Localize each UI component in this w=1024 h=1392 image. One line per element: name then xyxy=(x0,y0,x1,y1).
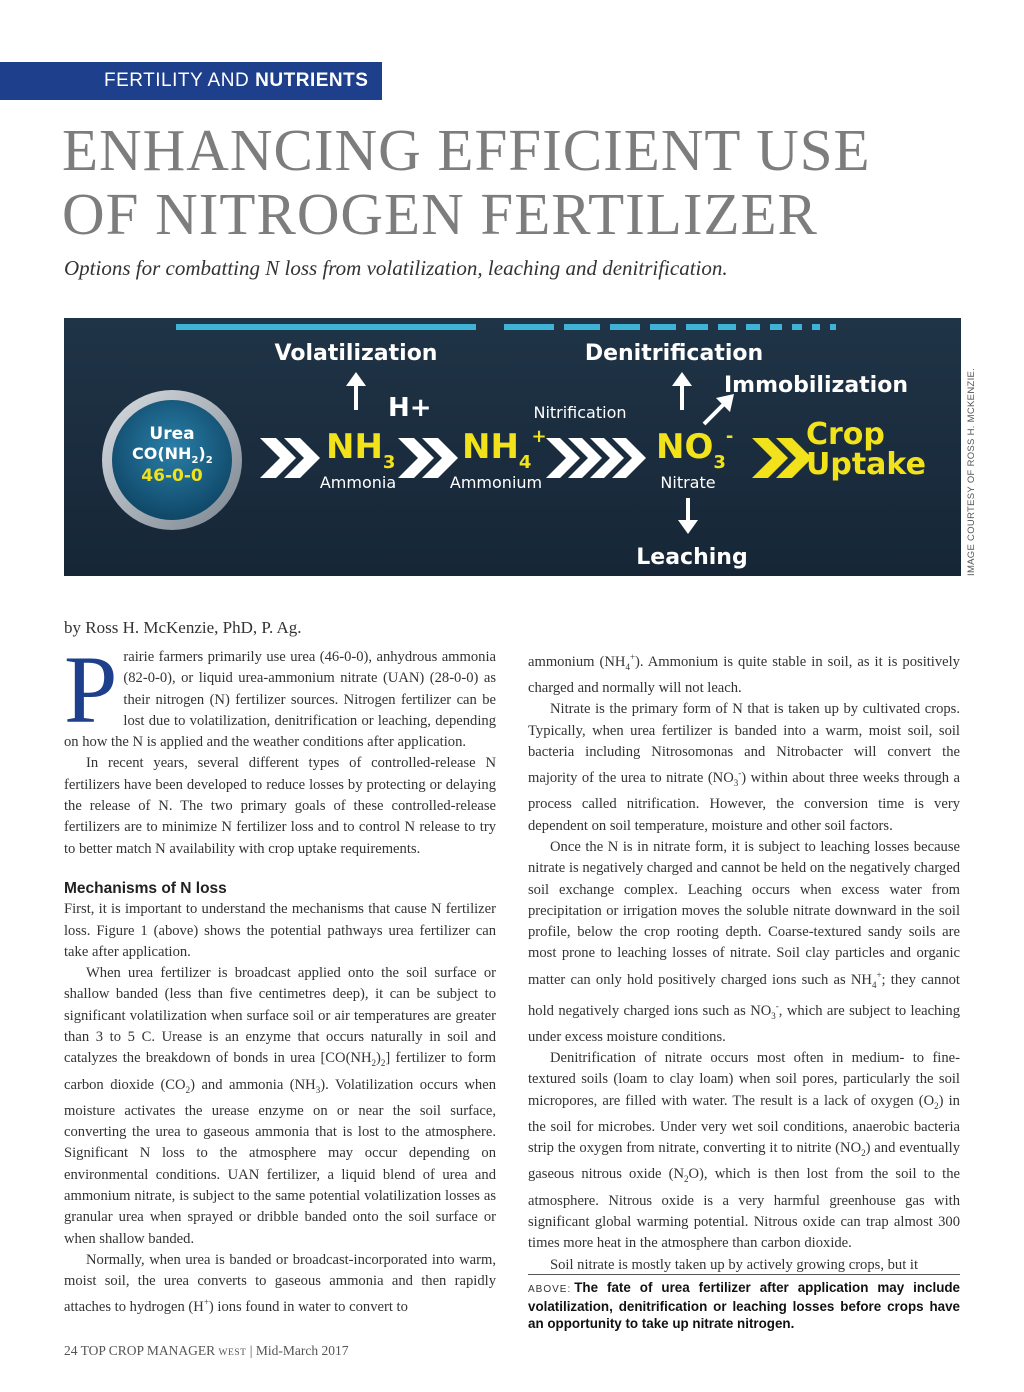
caption-label: ABOVE: xyxy=(528,1284,572,1295)
crop-label: Crop xyxy=(806,417,885,452)
paragraph: In recent years, several different types of controlled-release N fertilizers have been developed to reduce losses by protecting or delaying the release of N. The two primary goals of these controlled-release fertilizers are to minimize N fertilizer loss and to control N release to try to better match N availability with crop uptake requirements. xyxy=(64,755,496,857)
nitrate-formula: $NO_3^-$ xyxy=(656,426,734,473)
chevrons-ammonium-to-nitrate xyxy=(546,438,646,478)
publication-name: TOP CROP MANAGER xyxy=(80,1343,216,1358)
denitrification-label: Denitrification xyxy=(584,341,764,366)
paragraph: First, it is important to understand the mechanisms that cause N fertilizer loss. Figure 1 (above) shows the potential pathways urea fertilizer can take after application. xyxy=(64,901,496,960)
chevrons-nitrate-to-crop xyxy=(752,438,812,478)
decorative-bars xyxy=(176,324,836,330)
ammonia-formula: $NH_3$ xyxy=(326,427,396,473)
paragraph: Normally, when urea is banded or broadcast-incorporated into warm, moist soil, the urea converts to gaseous ammonia and then rapidly attaches to hydrogen (H+) ions found in water to convert to xyxy=(64,1251,496,1316)
nitrification-label: Nitrification xyxy=(533,403,627,422)
paragraph: ammonium $(NH_4^+)$. Ammonium is quite stable in soil, as it is positively charged and normally will not leach. xyxy=(528,652,960,697)
volatilization-label: Volatilization xyxy=(274,341,438,366)
uptake-label: Uptake xyxy=(806,447,926,482)
diagonal-arrow-immobilization xyxy=(704,394,734,424)
publication-edition: WEST xyxy=(218,1348,247,1358)
paragraph: Nitrate is the primary form of N that is taken up by cultivated crops. Typically, when urea fertilizer is banded into a warm, moist soil, soil bacteria including Nitrosomonas and Nitrobacter will convert the majority of the urea to nitrate $(NO_3^-)$ within about three weeks through a process called nitrification. However, the conversion time is very dependent on soil temperature, moisture and other soil factors. xyxy=(528,701,961,834)
ammonia-label: Ammonia xyxy=(319,473,397,492)
figure-caption xyxy=(528,1274,960,1332)
byline: by Ross H. McKenzie, PhD, P. Ag. xyxy=(64,618,302,637)
article-column-right xyxy=(528,647,960,1276)
ammonium-formula: $NH_4^+$ xyxy=(462,426,547,473)
headline-line-2: OF NITROGEN FERTILIZER xyxy=(62,181,818,247)
urea-formula: $CO(NH_2)_2$ xyxy=(132,444,213,466)
section-subhead: Mechanisms of N loss xyxy=(64,879,227,897)
urea-grade: 46-0-0 xyxy=(141,466,203,486)
paragraph: Prairie farmers primarily use urea (46-0-0), anhydrous ammonia (82-0-0), or liquid urea-ammonium nitrate (UAN) (28-0-0) as their nitrogen (N) fertilizer sources. Nitrogen fertilizer can be lost due to volatilization, denitrification or leaching, depending on how the N is applied and the weather conditions after application. xyxy=(64,636,496,751)
up-arrow-denitrification xyxy=(672,372,692,410)
section-banner xyxy=(0,62,382,100)
nitrate-label: Nitrate xyxy=(660,473,716,492)
ammonium-label: Ammonium xyxy=(449,473,543,492)
nitrogen-cycle-diagram xyxy=(64,318,961,576)
paragraph: When urea fertilizer is broadcast applied onto the soil surface or shallow banded (less than five centimetres deep), it can be subject to significant volatilization when surface soil or air temperatures are greater than 3 to 5 C. Urease is an enzyme that occurs naturally in soil and catalyzes the breakdown of bonds in urea $[CO(NH_2)_2]$ fertilizer to form carbon dioxide $(CO_2)$ and ammonia $(NH_3)$. Volatilization occurs when moisture activates the urease enzyme on or near the soil surface, converting the urea to gaseous ammonia that is lost to the atmosphere. Significant N loss to the atmosphere may occur depending on environmental conditions. UAN fertilizer, a liquid blend of urea and ammonium nitrate, is subject to the same potential volatilization losses as granular urea when sprayed or dribble banded onto the soil surface or when shallow banded. xyxy=(64,965,496,1247)
page-number: 24 xyxy=(64,1343,78,1358)
headline-line-1: ENHANCING EFFICIENT USE xyxy=(62,117,871,183)
folio-separator: | xyxy=(249,1343,253,1358)
section-label-bold: NUTRIENTS xyxy=(255,70,369,91)
paragraph: Once the N is in nitrate form, it is subject to leaching losses because nitrate is negatively charged and cannot be held on the negatively charged soil exchange complex. Leaching occurs when excess water from precipitation or irrigation moves the soluble nitrate downward in the soil profile, below the crop rooting depth. Coarse-textured sandy soils are most prone to leaching losses of nitrate. Soil clay particles and organic matter can only hold positively charged ions such as $NH_4^+$; they cannot hold negatively charged ions such as $NO_3^-$, which are subject to leaching under excess moisture conditions. xyxy=(528,838,960,1045)
leaching-label: Leaching xyxy=(636,545,748,570)
page-folio xyxy=(64,1343,348,1359)
paragraph: Denitrification of nitrate occurs most often in medium- to fine-textured soils (loam to clay loam) when soil pores, particularly the soil micropores, are filled with water. The result is a lack of oxygen $(O_2)$ in the soil for microbes. Under very wet soil conditions, anaerobic bacteria strip the oxygen from nitrate, converting it to nitrite $(NO_2)$ and eventually gaseous nitrous oxide $(N_2O)$, which is then lost from the soil to the atmosphere. Nitrous oxide is a very harmful greenhouse gas with significant global warming potential. Nitrous oxide can trap almost 300 times more heat in the atmosphere than carbon dioxide. xyxy=(528,1050,960,1252)
section-label: FERTILITY AND xyxy=(104,70,250,91)
chevrons-ammonia-to-ammonium xyxy=(398,438,458,478)
image-credit: IMAGE COURTESY OF ROSS H. MCKENZIE. xyxy=(966,367,977,576)
hydrogen-ion-label: H+ xyxy=(388,393,432,423)
article-column-left xyxy=(64,636,496,1319)
nitrogen-cycle-figure xyxy=(64,318,961,576)
caption-text: The fate of urea fertilizer after application may include volatilization, denitrification or leaching losses before crops have an opportunity to take up nitrate nitrogen. xyxy=(528,1280,960,1331)
urea-circle xyxy=(102,390,242,530)
up-arrow-volatilization xyxy=(346,372,366,410)
paragraph: Soil nitrate is mostly taken up by actively growing crops, but it xyxy=(550,1256,919,1273)
issue-date: Mid-March 2017 xyxy=(255,1343,349,1358)
chevrons-urea-to-ammonia xyxy=(260,438,320,478)
immobilization-label: Immobilization xyxy=(724,373,909,398)
dek: Options for combatting N loss from volatilization, leaching and denitrification. xyxy=(64,256,728,280)
down-arrow-leaching xyxy=(678,498,698,534)
headline xyxy=(62,118,982,246)
urea-title: Urea xyxy=(149,424,195,444)
drop-cap: P xyxy=(64,636,118,743)
